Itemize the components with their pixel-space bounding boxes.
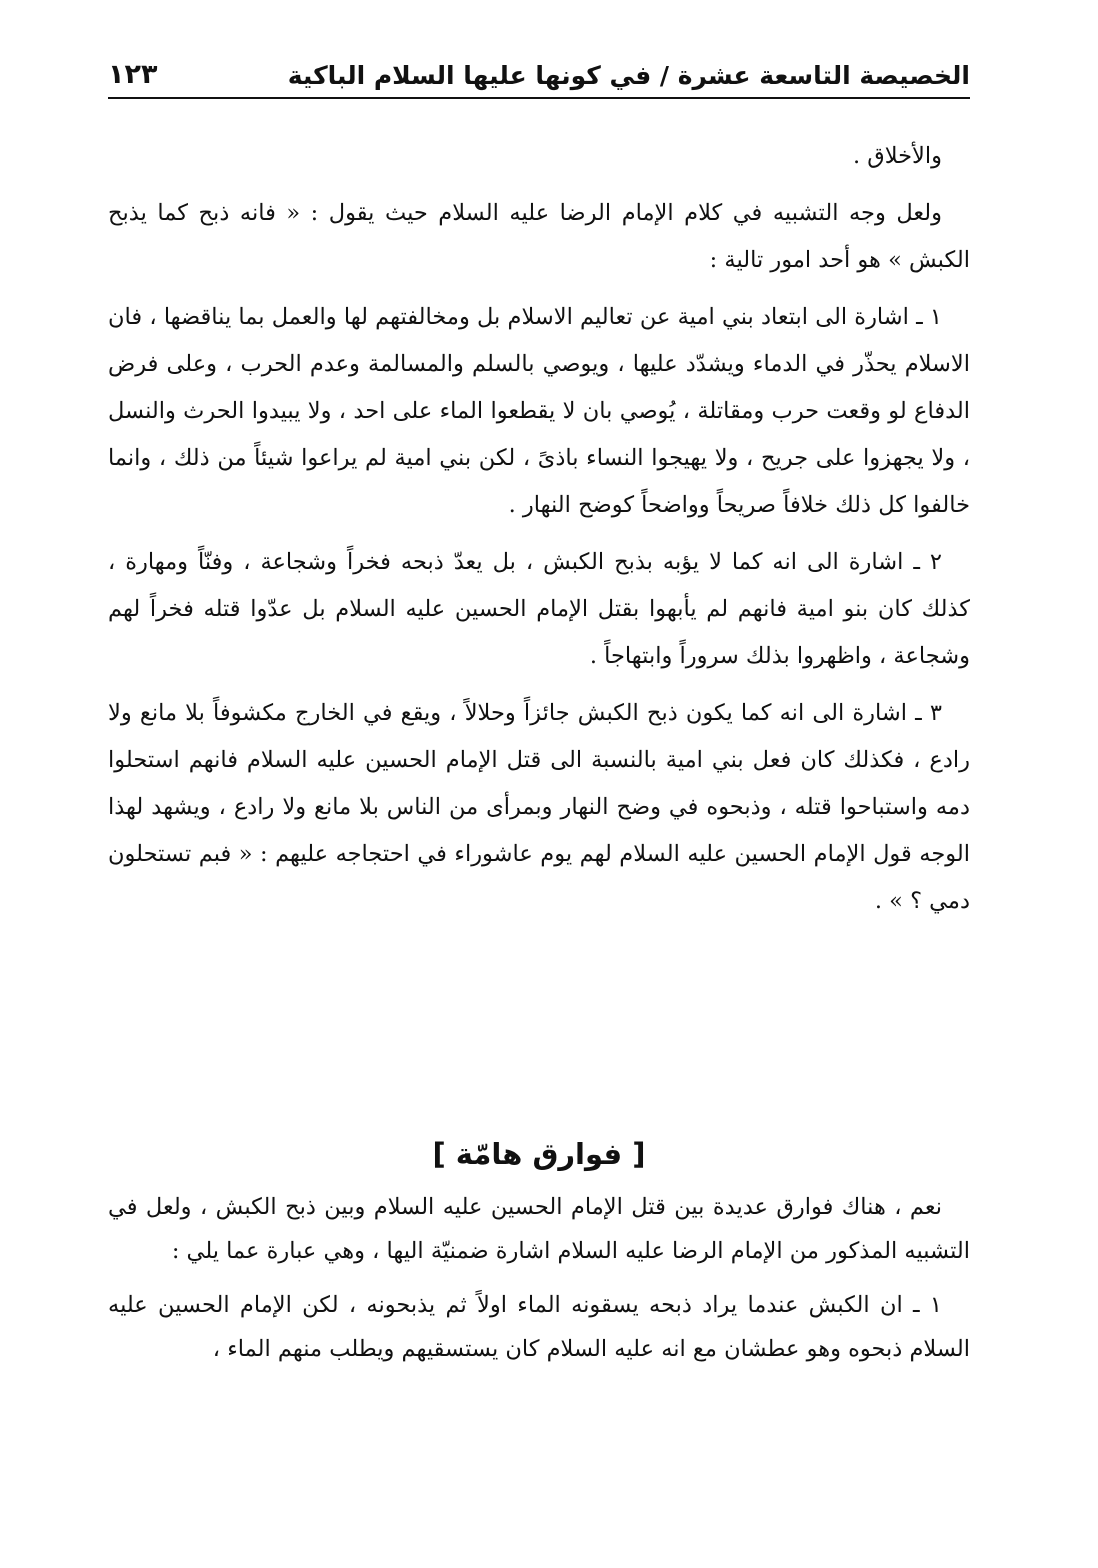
paragraph-difference-1: ١ ـ ان الكبش عندما يراد ذبحه يسقونه الماء اولاً ثم يذبحونه ، لكن الإمام الحسين عليه السلام ذبحوه وهو عطشان مع انه عليه السلام كان يستسقيهم ويطلب منهم الماء ،: [108, 1292, 970, 1362]
paragraph-continuation: والأخلاق .: [852, 143, 942, 169]
paragraph-point-1: ١ ـ اشارة الى ابتعاد بني امية عن تعاليم الاسلام بل ومخالفتهم لها والعمل بما يناقضها ، فان الاسلام يحذّر في الدماء ويشدّد عليها ، ويوصي بالسلم والمسالمة وعدم الحرب ، وعلى فرض الدفاع لو وقعت حرب ومقاتلة ، يُوصي بان لا يقطعوا الماء على احد ، ولا يبيدوا الحرث والنسل ، ولا يجهزوا على جريح ، ولا يهيجوا النساء باذىً ، لكن بني امية لم يراعوا شيئاً من ذلك ، وانما خالفوا كل ذلك خلافاً صريحاً وواضحاً كوضح النهار .: [108, 304, 970, 518]
section-heading: [ فوارق هامّة ]: [432, 1137, 646, 1171]
paragraph-point-3: ٣ ـ اشارة الى انه كما يكون ذبح الكبش جائزاً وحلالاً ، ويقع في الخارج مكشوفاً بلا مانع ولا رادع ، فكذلك كان فعل بني امية بالنسبة الى قتل الإمام الحسين عليه السلام فانهم استحلوا دمه واستباحوا قتله ، وذبحوه في وضح النهار وبمرأى من الناس بلا مانع ولا رادع ، ويشهد لهذا الوجه قول الإمام الحسين عليه السلام لهم يوم عاشوراء في احتجاجه عليهم : « فبم تستحلون دمي ؟ » .: [108, 700, 970, 914]
running-header: [108, 40, 970, 90]
paragraph-point-2: ٢ ـ اشارة الى انه كما لا يؤبه بذبح الكبش ، بل يعدّ ذبحه فخراً وشجاعة ، وفنّاً ومهارة ، كذلك كان بنو امية فانهم لم يأبهوا بقتل الإمام الحسين عليه السلام بل عدّوا قتله فخراً لهم وشجاعة ، واظهروا بذلك سروراً وابتهاجاً .: [108, 549, 970, 669]
header-divider: [108, 97, 970, 99]
paragraph-intro: ولعل وجه التشبيه في كلام الإمام الرضا عليه السلام حيث يقول : « فانه ذبح كما يذبح الكبش » هو أحد امور تالية :: [108, 200, 970, 273]
page-number: ١٢٣: [108, 59, 158, 90]
section-text-block: [108, 1185, 970, 1381]
main-text-block: [108, 133, 970, 935]
paragraph-section-intro: نعم ، هناك فوارق عديدة بين قتل الإمام الحسين عليه السلام وبين ذبح الكبش ، ولعل في التشبيه المذكور من الإمام الرضا عليه السلام اشارة ضمنيّة اليها ، وهي عبارة عما يلي :: [108, 1194, 970, 1264]
chapter-title: الخصيصة التاسعة عشرة / في كونها عليها السلام الباكية: [287, 61, 970, 90]
